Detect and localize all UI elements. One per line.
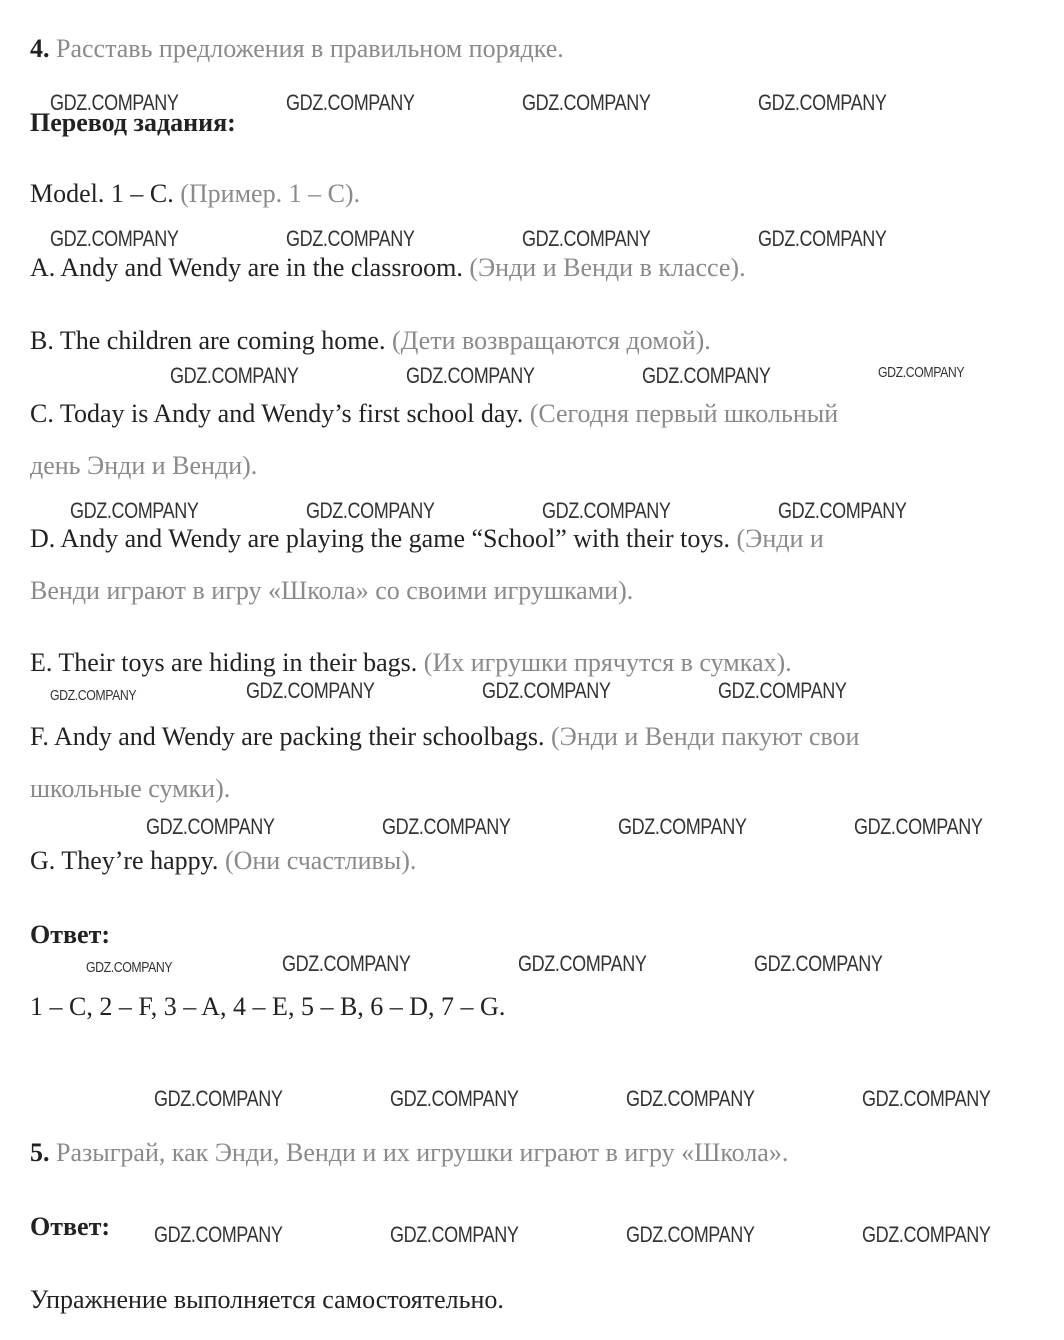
watermark: GDZ.COMPANY xyxy=(50,226,179,251)
sentence-e-en: E. Their toys are hiding in their bags. xyxy=(30,648,418,677)
watermark: GDZ.COMPANY xyxy=(718,678,847,703)
watermark: GDZ.COMPANY xyxy=(70,498,199,523)
watermark: GDZ.COMPANY xyxy=(306,498,435,523)
watermark: GDZ.COMPANY xyxy=(154,1222,283,1247)
sentence-d xyxy=(30,526,824,552)
watermark: GDZ.COMPANY xyxy=(862,1222,991,1247)
watermark: GDZ.COMPANY xyxy=(778,498,907,523)
watermark: GDZ.COMPANY xyxy=(626,1222,755,1247)
task5-answer-label: Ответ: xyxy=(30,1212,111,1241)
sentence-e xyxy=(30,650,792,676)
watermark: GDZ.COMPANY xyxy=(862,1086,991,1111)
watermark: GDZ.COMPANY xyxy=(542,498,671,523)
sentence-c-en: C. Today is Andy and Wendy’s first school day. xyxy=(30,399,524,428)
task4-answer-label: Ответ: xyxy=(30,920,111,949)
watermark: GDZ.COMPANY xyxy=(754,951,883,976)
task5-number: 5. xyxy=(30,1138,50,1167)
sentence-e-ru: (Их игрушки прячутся в сумках). xyxy=(423,648,792,677)
task4-instruction: Расставь предложения в правильном порядке. xyxy=(56,34,564,63)
model-line xyxy=(30,181,360,207)
sentence-g-ru: (Они счастливы). xyxy=(224,846,417,875)
watermark: GDZ.COMPANY xyxy=(518,951,647,976)
watermark: GDZ.COMPANY xyxy=(390,1222,519,1247)
watermark: GDZ.COMPANY xyxy=(854,814,983,839)
watermark: GDZ.COMPANY xyxy=(382,814,511,839)
sentence-c xyxy=(30,401,838,427)
sentence-f-en: F. Andy and Wendy are packing their schoolbags. xyxy=(30,722,545,751)
sentence-a-ru: (Энди и Венди в классе). xyxy=(469,253,746,282)
watermark: GDZ.COMPANY xyxy=(390,1086,519,1111)
sentence-d-ru: (Энди и xyxy=(736,524,824,553)
watermark: GDZ.COMPANY xyxy=(50,687,137,704)
watermark: GDZ.COMPANY xyxy=(618,814,747,839)
sentence-b-ru: (Дети возвращаются домой). xyxy=(391,326,711,355)
sentence-d-en: D. Andy and Wendy are playing the game “School” with their toys. xyxy=(30,524,730,553)
task4-answer: 1 – C, 2 – F, 3 – A, 4 – E, 5 – B, 6 – D, 7 – G. xyxy=(30,992,506,1021)
sentence-g-en: G. They’re happy. xyxy=(30,846,219,875)
watermark: GDZ.COMPANY xyxy=(286,90,415,115)
sentence-b-en: B. The children are coming home. xyxy=(30,326,386,355)
sentence-c-ru-cont: день Энди и Венди). xyxy=(30,451,258,480)
translation-heading: Перевод задания: xyxy=(30,108,236,137)
model-ru: (Пример. 1 – C). xyxy=(180,179,361,208)
sentence-d-ru-cont: Венди играют в игру «Школа» со своими игрушками). xyxy=(30,576,634,605)
sentence-b xyxy=(30,328,711,354)
watermark: GDZ.COMPANY xyxy=(146,814,275,839)
model-en: Model. 1 – C. xyxy=(30,179,174,208)
sentence-f xyxy=(30,724,859,750)
sentence-f-ru-cont: школьные сумки). xyxy=(30,774,231,803)
watermark: GDZ.COMPANY xyxy=(170,363,299,388)
sentence-f-ru: (Энди и Венди пакуют свои xyxy=(551,722,860,751)
watermark: GDZ.COMPANY xyxy=(482,678,611,703)
task4-heading xyxy=(30,36,564,62)
watermark: GDZ.COMPANY xyxy=(154,1086,283,1111)
watermark: GDZ.COMPANY xyxy=(50,90,179,115)
watermark: GDZ.COMPANY xyxy=(626,1086,755,1111)
watermark: GDZ.COMPANY xyxy=(758,90,887,115)
watermark: GDZ.COMPANY xyxy=(642,363,771,388)
watermark: GDZ.COMPANY xyxy=(522,90,651,115)
task4-number: 4. xyxy=(30,34,50,63)
watermark: GDZ.COMPANY xyxy=(282,951,411,976)
sentence-g xyxy=(30,848,416,874)
task5-answer: Упражнение выполняется самостоятельно. xyxy=(30,1285,504,1314)
watermark: GDZ.COMPANY xyxy=(522,226,651,251)
watermark: GDZ.COMPANY xyxy=(406,363,535,388)
watermark: GDZ.COMPANY xyxy=(286,226,415,251)
task5-instruction: Разыграй, как Энди, Венди и их игрушки играют в игру «Школа». xyxy=(56,1138,789,1167)
sentence-a-en: A. Andy and Wendy are in the classroom. xyxy=(30,253,463,282)
watermark: GDZ.COMPANY xyxy=(246,678,375,703)
sentence-c-ru: (Сегодня первый школьный xyxy=(529,399,839,428)
task5-heading xyxy=(30,1140,788,1166)
watermark: GDZ.COMPANY xyxy=(86,959,173,976)
watermark: GDZ.COMPANY xyxy=(878,364,965,381)
sentence-a xyxy=(30,255,746,281)
watermark: GDZ.COMPANY xyxy=(758,226,887,251)
